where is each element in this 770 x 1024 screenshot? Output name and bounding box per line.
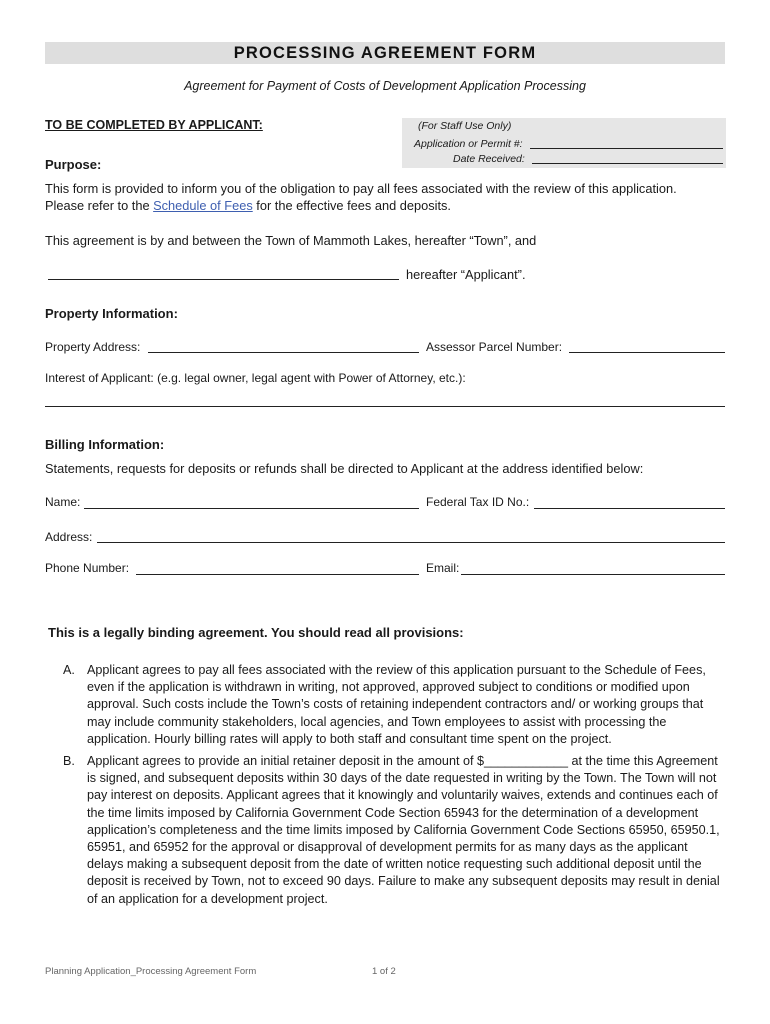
tax-id-field[interactable] bbox=[534, 508, 725, 509]
parcel-number-field[interactable] bbox=[569, 352, 725, 353]
purpose-text-line2 bbox=[45, 197, 451, 215]
provisions-list bbox=[63, 662, 725, 913]
application-permit-label: Application or Permit #: bbox=[414, 138, 523, 150]
tax-id-label: Federal Tax ID No.: bbox=[426, 495, 530, 509]
name-label: Name: bbox=[45, 495, 81, 509]
phone-field[interactable] bbox=[136, 574, 419, 575]
page-subtitle: Agreement for Payment of Costs of Development Application Processing bbox=[184, 79, 586, 93]
interest-field[interactable] bbox=[45, 406, 725, 407]
applicant-suffix: hereafter “Applicant”. bbox=[406, 267, 526, 282]
purpose-text-after: for the effective fees and deposits. bbox=[252, 198, 451, 213]
billing-address-field[interactable] bbox=[97, 542, 725, 543]
property-address-label: Property Address: bbox=[45, 340, 141, 354]
property-heading: Property Information: bbox=[45, 306, 178, 321]
email-field[interactable] bbox=[461, 574, 725, 575]
purpose-text-before: Please refer to the bbox=[45, 198, 154, 213]
provision-b bbox=[63, 753, 725, 908]
provision-text: Applicant agrees to pay all fees associated with the review of this application pursuant to the Schedule of Fees, even if the application is withdrawn in writing, not approved, approved subject to conditions or modified upon approval. Such costs include the Town’s costs of retaining independent contractors and/ or working groups that may include community stakeholders, local agencies, and Town employees to assist with processing the application. Hourly billing rates will apply to both staff and consultant time spent on the project. bbox=[87, 663, 706, 746]
page-number: 1 of 2 bbox=[372, 966, 396, 977]
billing-statement: Statements, requests for deposits or refunds shall be directed to Applicant at the address identified below: bbox=[45, 461, 644, 476]
provision-marker: A. bbox=[63, 663, 75, 677]
phone-label: Phone Number: bbox=[45, 561, 130, 575]
binding-notice: This is a legally binding agreement. You should read all provisions: bbox=[48, 625, 464, 640]
purpose-heading: Purpose: bbox=[45, 157, 102, 172]
applicant-name-field[interactable] bbox=[48, 279, 399, 280]
provision-marker: B. bbox=[63, 754, 75, 769]
property-address-field[interactable] bbox=[148, 352, 419, 353]
billing-heading: Billing Information: bbox=[45, 437, 165, 452]
footer-form-name: Planning Application_Processing Agreement Form bbox=[45, 966, 257, 977]
date-received-label: Date Received: bbox=[453, 153, 525, 165]
interest-label: Interest of Applicant: (e.g. legal owner, legal agent with Power of Attorney, etc.): bbox=[45, 371, 466, 385]
application-permit-field[interactable] bbox=[530, 148, 723, 149]
provision-a bbox=[63, 662, 725, 748]
date-received-field[interactable] bbox=[532, 163, 723, 164]
purpose-text-line1: This form is provided to inform you of the obligation to pay all fees associated with the review of this application. bbox=[45, 181, 677, 196]
billing-address-label: Address: bbox=[45, 530, 93, 544]
provision-text: Applicant agrees to provide an initial retainer deposit in the amount of $____________ at the time this Agreement is signed, and subsequent deposits within 30 days of the date requested in writing by the Town. The Town will not pay interest on deposits. Applicant agrees that it knowingly and voluntarily waives, extends and continues each of the time limits imposed by California Government Code Section 65943 for the determination of a development application’s completeness and the time limits imposed by California Government Code Sections 65950, 65950.1, 65951, and 65952 for the approval or disapproval of development permits for as many days as the applicant delays making a subsequent deposit from the date of written notice requesting such additional deposit until the deposit is received by Town, not to exceed 90 days. Failure to make any subsequent deposits may result in denial of an application for a development project. bbox=[87, 754, 720, 906]
applicant-section-heading: TO BE COMPLETED BY APPLICANT: bbox=[45, 118, 263, 132]
page-title: PROCESSING AGREEMENT FORM bbox=[45, 42, 725, 64]
schedule-of-fees-link[interactable]: Schedule of Fees bbox=[153, 198, 253, 213]
parcel-number-label: Assessor Parcel Number: bbox=[426, 340, 563, 354]
agreement-intro: This agreement is by and between the Town of Mammoth Lakes, hereafter “Town”, and bbox=[45, 233, 537, 248]
name-field[interactable] bbox=[84, 508, 419, 509]
staff-use-title: (For Staff Use Only) bbox=[418, 120, 512, 132]
email-label: Email: bbox=[426, 561, 460, 575]
